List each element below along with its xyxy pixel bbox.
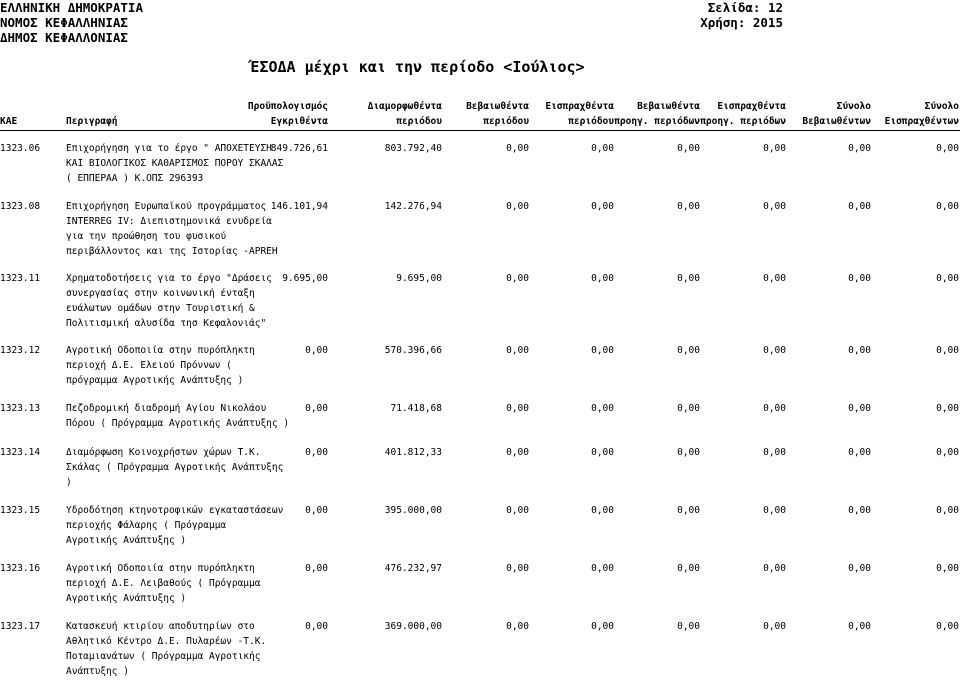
total-certified-value: 0,00	[848, 505, 871, 516]
description-line: Ανάπτυξης )	[66, 666, 129, 677]
revised-value: 570.396,66	[384, 345, 442, 356]
description-line: Χρηματοδοτήσεις για το έργο "Δράσεις	[66, 273, 272, 284]
total-certified-value: 0,00	[848, 143, 871, 154]
total-certified-value: 0,00	[848, 273, 871, 284]
certified-value: 0,00	[506, 403, 529, 414]
description-line: Αγροτική Οδοποιία στην πυρόπληκτη	[66, 345, 255, 356]
col-certified-top: Βεβαιωθέντα	[466, 101, 529, 112]
collected-value: 0,00	[591, 345, 614, 356]
certified-value: 0,00	[506, 505, 529, 516]
prev-collected-value: 0,00	[763, 201, 786, 212]
description-line: περιοχή Δ.Ε. Ελειού Πρόννων (	[66, 360, 232, 371]
description-line: Κατασκευή κτιρίου αποδυτηρίων στο	[66, 621, 255, 632]
revised-value: 369.000,00	[384, 621, 442, 632]
prev-certified-value: 0,00	[677, 273, 700, 284]
kae-code: 1323.17	[0, 621, 41, 632]
prev-collected-value: 0,00	[763, 563, 786, 574]
budget-value: 0,00	[305, 403, 328, 414]
description-line: Υδροδότηση κτηνοτροφικών εγκαταστάσεων	[66, 505, 284, 516]
description-line: Διαμόρφωση Κοινοχρήστων χώρων Τ.Κ.	[66, 447, 261, 458]
prev-collected-value: 0,00	[763, 403, 786, 414]
total-certified-value: 0,00	[848, 447, 871, 458]
collected-value: 0,00	[591, 563, 614, 574]
budget-value: 0,00	[305, 505, 328, 516]
col-budget-top: Προϋπολογισμός	[247, 101, 328, 112]
description-line: για την προώθηση του φυσικού	[66, 231, 227, 242]
total-certified-value: 0,00	[848, 403, 871, 414]
description-line: ( ΕΠΠΕΡΑΑ ) Κ.ΟΠΣ 296393	[66, 173, 204, 184]
total-collected-value: 0,00	[936, 505, 959, 516]
kae-code: 1323.06	[0, 143, 41, 154]
col-prev-certified-top: Βεβαιωθέντα	[637, 101, 700, 112]
col-collected-bottom: περιόδου	[568, 116, 614, 127]
certified-value: 0,00	[506, 273, 529, 284]
prefecture-label: ΝΟΜΟΣ ΚΕΦΑΛΛΗΝΙΑΣ	[0, 15, 128, 30]
budget-value: 146.101,94	[270, 201, 328, 212]
certified-value: 0,00	[506, 201, 529, 212]
total-certified-value: 0,00	[848, 563, 871, 574]
kae-code: 1323.08	[0, 201, 41, 212]
description-line: συνεργασίας στην κοινωνική ένταξη	[66, 288, 255, 299]
header-right	[640, 0, 783, 30]
col-revised-bottom: περιόδου	[396, 116, 442, 127]
prev-certified-value: 0,00	[677, 143, 700, 154]
budget-value: 9.695,00	[282, 273, 328, 284]
col-prev-certified-bottom: προηγ. περιόδων	[614, 116, 700, 127]
prev-certified-value: 0,00	[677, 447, 700, 458]
description-line: Πόρου ( Πρόγραμμα Αγροτικής Ανάπτυξης )	[66, 418, 290, 429]
description-line: Αγροτικής Ανάπτυξης )	[66, 535, 187, 546]
certified-value: 0,00	[506, 447, 529, 458]
col-certified-bottom: περιόδου	[483, 116, 529, 127]
description-line: INTERREG IV: Διεπιστημονικά ενυδρεία	[66, 216, 272, 227]
total-collected-value: 0,00	[936, 403, 959, 414]
prev-collected-value: 0,00	[763, 345, 786, 356]
certified-value: 0,00	[506, 621, 529, 632]
budget-value: 0,00	[305, 563, 328, 574]
col-budget-bottom: Εγκριθέντα	[270, 116, 328, 127]
description-line: Σκάλας ( Πρόγραμμα Αγροτικής Ανάπτυξης	[66, 462, 284, 473]
prev-collected-value: 0,00	[763, 447, 786, 458]
description-line: Αγροτική Οδοποιία στην πυρόπληκτη	[66, 563, 255, 574]
prev-certified-value: 0,00	[677, 345, 700, 356]
collected-value: 0,00	[591, 505, 614, 516]
description-line: περιοχή Δ.Ε. Λειβαθούς ( Πρόγραμμα	[66, 578, 261, 589]
collected-value: 0,00	[591, 273, 614, 284]
row-description	[66, 619, 266, 679]
col-revised-top: Διαμορφωθέντα	[367, 101, 442, 112]
revised-value: 395.000,00	[384, 505, 442, 516]
description-line: Πολιτισμική αλυσίδα τησ Κεφαλονιάς"	[66, 318, 267, 329]
description-line: Επιχορήγηση Ευρωπαϊκού προγράμματος	[66, 201, 267, 212]
kae-code: 1323.16	[0, 563, 41, 574]
kae-code: 1323.15	[0, 505, 41, 516]
prev-certified-value: 0,00	[677, 563, 700, 574]
total-certified-value: 0,00	[848, 201, 871, 212]
prev-certified-value: 0,00	[677, 403, 700, 414]
description-line: Αγροτικής Ανάπτυξης )	[66, 593, 187, 604]
revised-value: 71.418,68	[390, 403, 442, 414]
row-description	[66, 343, 255, 388]
description-line: περιβάλλοντος και της Ιστορίας -APREH	[66, 246, 278, 257]
collected-value: 0,00	[591, 201, 614, 212]
municipality-label: ΔΗΜΟΣ ΚΕΦΑΛΛΟΝΙΑΣ	[0, 30, 128, 45]
prev-certified-value: 0,00	[677, 505, 700, 516]
prev-collected-value: 0,00	[763, 621, 786, 632]
prev-collected-value: 0,00	[763, 273, 786, 284]
collected-value: 0,00	[591, 447, 614, 458]
description-line: Ποταμιανάτων ( Πρόγραμμα Αγροτικής	[66, 651, 261, 662]
revised-value: 142.276,94	[384, 201, 442, 212]
total-collected-value: 0,00	[936, 201, 959, 212]
col-total-certified-top: Σύνολο	[836, 101, 871, 112]
kae-code: 1323.11	[0, 273, 41, 284]
certified-value: 0,00	[506, 143, 529, 154]
header-left	[0, 0, 143, 45]
country-label: ΕΛΛΗΝΙΚΗ ΔΗΜΟΚΡΑΤΙΑ	[0, 0, 143, 15]
col-prev-collected-top: Εισπραχθέντα	[717, 101, 786, 112]
prev-collected-value: 0,00	[763, 505, 786, 516]
description-line: ευάλωτων ομάδων στην Τουριστική &	[66, 303, 255, 314]
collected-value: 0,00	[591, 143, 614, 154]
total-collected-value: 0,00	[936, 143, 959, 154]
collected-value: 0,00	[591, 621, 614, 632]
header-divider	[0, 130, 960, 131]
total-certified-value: 0,00	[848, 621, 871, 632]
page-number: Σελίδα: 12	[707, 0, 783, 15]
description-line: Αθλητικό Κέντρο Δ.Ε. Πυλαρέων -Τ.Κ.	[66, 636, 267, 647]
revised-value: 401.812,33	[384, 447, 442, 458]
description-line: ΚΑΙ ΒΙΟΛΟΓΙΚΟΣ ΚΑΘΑΡΙΣΜΟΣ ΠΟΡΟΥ ΣΚΑΛΑΣ	[66, 158, 284, 169]
total-collected-value: 0,00	[936, 621, 959, 632]
col-kae: ΚΑΕ	[0, 116, 18, 127]
prev-collected-value: 0,00	[763, 143, 786, 154]
revised-value: 803.792,40	[384, 143, 442, 154]
col-description: Περιγραφή	[66, 116, 118, 127]
collected-value: 0,00	[591, 403, 614, 414]
kae-code: 1323.12	[0, 345, 41, 356]
certified-value: 0,00	[506, 345, 529, 356]
total-collected-value: 0,00	[936, 273, 959, 284]
kae-code: 1323.13	[0, 403, 41, 414]
budget-value: 849.726,61	[270, 143, 328, 154]
kae-code: 1323.14	[0, 447, 41, 458]
total-collected-value: 0,00	[936, 563, 959, 574]
total-collected-value: 0,00	[936, 447, 959, 458]
revised-value: 9.695,00	[396, 273, 442, 284]
total-certified-value: 0,00	[848, 345, 871, 356]
certified-value: 0,00	[506, 563, 529, 574]
budget-value: 0,00	[305, 345, 328, 356]
prev-certified-value: 0,00	[677, 621, 700, 632]
col-total-collected-top: Σύνολο	[924, 101, 959, 112]
revised-value: 476.232,97	[384, 563, 442, 574]
description-line: πρόγραμμα Αγροτικής Ανάπτυξης )	[66, 375, 244, 386]
col-prev-collected-bottom: προηγ. περιόδων	[700, 116, 786, 127]
description-line: Πεζοδρομική διαδρομή Αγίου Νικολάου	[66, 403, 267, 414]
budget-value: 0,00	[305, 447, 328, 458]
col-total-certified-bottom: Βεβαιωθέντων	[802, 116, 871, 127]
description-line: Επιχορήγηση για το έργο " ΑΠΟΧΕΤΕΥΣΗ	[66, 143, 272, 154]
prev-certified-value: 0,00	[677, 201, 700, 212]
total-collected-value: 0,00	[936, 345, 959, 356]
col-total-collected-bottom: Εισπραχθέντων	[884, 116, 959, 127]
report-title: ΈΣΟΔΑ μέχρι και την περίοδο <Ιούλιος>	[250, 58, 585, 76]
col-collected-top: Εισπραχθέντα	[545, 101, 614, 112]
description-line: περιοχής Φάλαρης ( Πρόγραμμα	[66, 520, 227, 531]
fiscal-year: Χρήση: 2015	[700, 15, 783, 30]
description-line: )	[66, 477, 72, 488]
budget-value: 0,00	[305, 621, 328, 632]
row-description	[66, 561, 260, 606]
